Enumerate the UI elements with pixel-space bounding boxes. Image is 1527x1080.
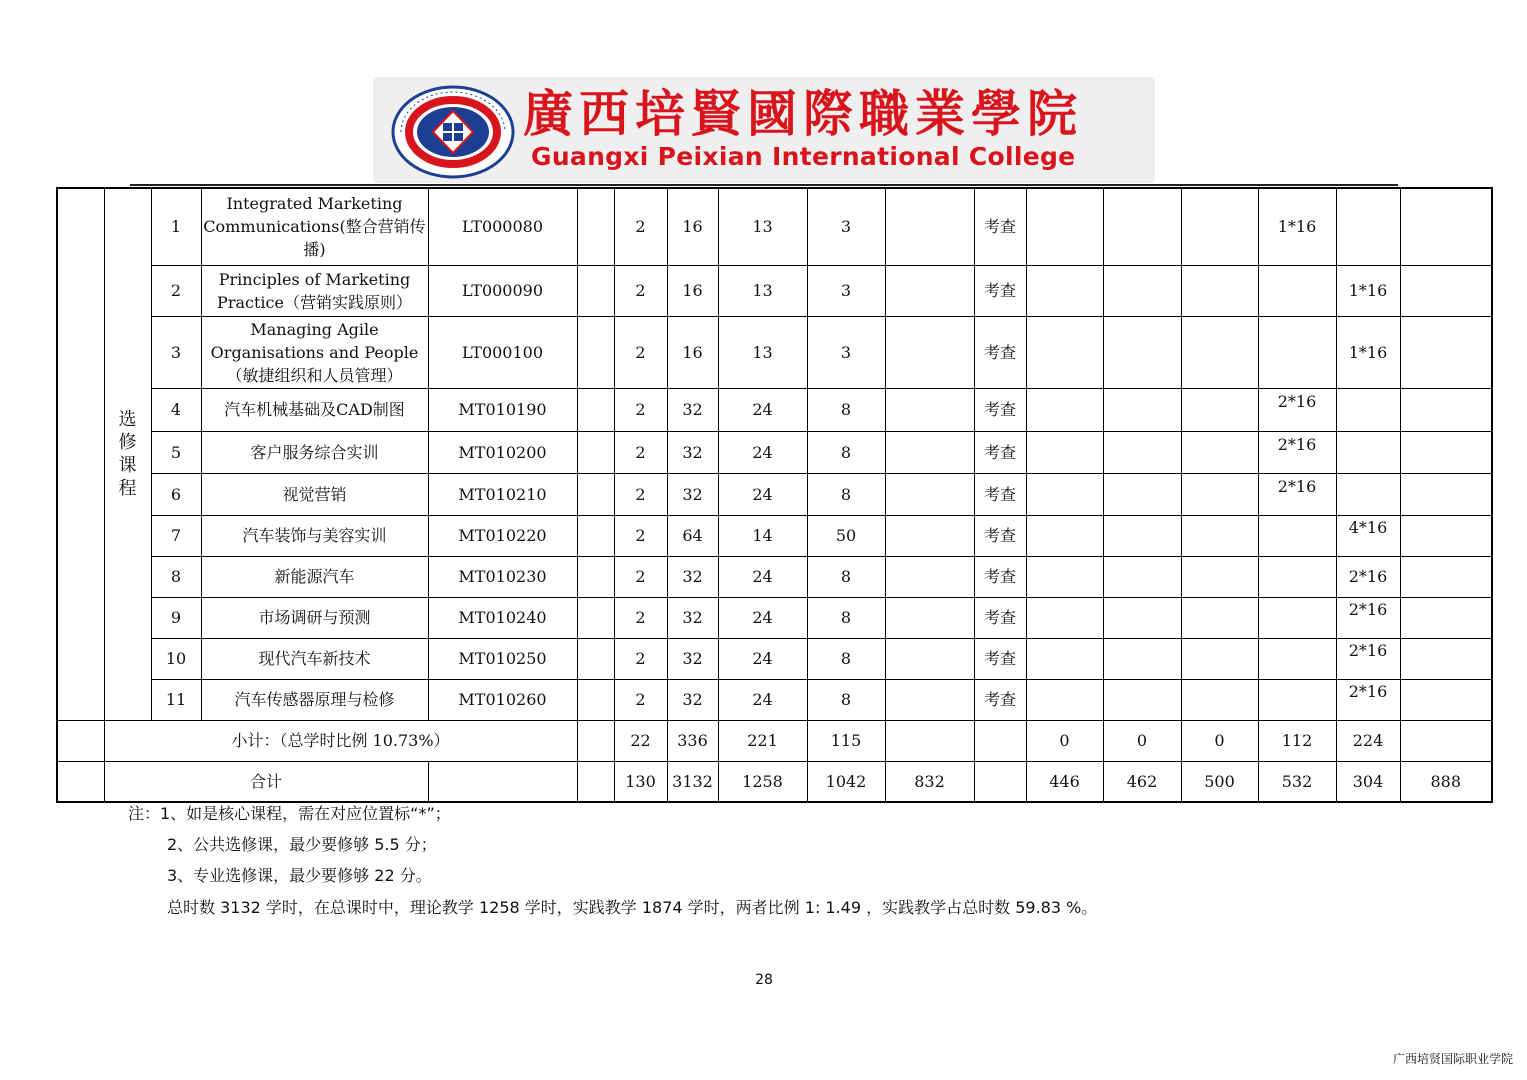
course-code: MT010230	[428, 556, 577, 597]
row-number: 2	[151, 265, 201, 316]
theory-hours: 24	[718, 556, 807, 597]
theory-hours: 1258	[718, 761, 807, 802]
semester-2	[1103, 638, 1181, 679]
practice-hours: 8	[807, 679, 885, 720]
semester-6	[1400, 431, 1492, 473]
blank-category-cell	[57, 188, 104, 720]
theory-hours: 13	[718, 188, 807, 265]
semester-1	[1026, 515, 1103, 556]
semester-2	[1103, 431, 1181, 473]
course-plan-table	[56, 187, 1493, 803]
empty-cell	[577, 515, 614, 556]
note-3: 3、专业选修课，最少要修够 22 分。	[167, 866, 432, 885]
semester-4	[1258, 638, 1336, 679]
credit: 2	[614, 188, 667, 265]
credit: 2	[614, 316, 667, 388]
header-divider	[130, 184, 1398, 186]
semester-6	[1400, 473, 1492, 515]
exam-type: 考查	[974, 431, 1026, 473]
exam-type: 考查	[974, 265, 1026, 316]
practice-hours: 115	[807, 720, 885, 761]
semester-5	[1336, 188, 1400, 265]
practice-hours: 3	[807, 188, 885, 265]
practice-hours: 1042	[807, 761, 885, 802]
semester-3	[1181, 188, 1258, 265]
credit: 22	[614, 720, 667, 761]
exam-type	[974, 761, 1026, 802]
practice-hours: 8	[807, 556, 885, 597]
semester-1	[1026, 556, 1103, 597]
total-hours: 336	[667, 720, 718, 761]
row-number: 9	[151, 597, 201, 638]
semester-5	[1336, 473, 1400, 515]
semester-1	[1026, 316, 1103, 388]
semester-2	[1103, 265, 1181, 316]
table-row	[57, 265, 1492, 316]
course-code: MT010220	[428, 515, 577, 556]
semester-4	[1258, 265, 1336, 316]
total-hours: 16	[667, 188, 718, 265]
row-number: 7	[151, 515, 201, 556]
practice-hours: 3	[807, 316, 885, 388]
row-number: 3	[151, 316, 201, 388]
row-number: 11	[151, 679, 201, 720]
exam-type: 考查	[974, 597, 1026, 638]
semester-4: 2*16	[1258, 473, 1336, 515]
semester-4	[1258, 679, 1336, 720]
college-seal-logo	[391, 85, 515, 179]
other-hours	[885, 316, 974, 388]
semester-1	[1026, 188, 1103, 265]
empty-cell	[577, 316, 614, 388]
total-hours: 3132	[667, 761, 718, 802]
total-hours: 32	[667, 556, 718, 597]
exam-type: 考查	[974, 188, 1026, 265]
semester-5: 2*16	[1336, 597, 1400, 638]
credit: 2	[614, 556, 667, 597]
semester-3: 500	[1181, 761, 1258, 802]
course-name: 汽车装饰与美容实训	[201, 515, 428, 556]
empty-cell	[577, 720, 614, 761]
credit: 2	[614, 473, 667, 515]
semester-6	[1400, 638, 1492, 679]
semester-3	[1181, 431, 1258, 473]
semester-3	[1181, 265, 1258, 316]
other-hours	[885, 473, 974, 515]
semester-5: 304	[1336, 761, 1400, 802]
empty-cell	[577, 638, 614, 679]
row-number: 1	[151, 188, 201, 265]
total-hours: 32	[667, 679, 718, 720]
table-row	[57, 431, 1492, 473]
semester-6	[1400, 188, 1492, 265]
subtotal-row	[57, 720, 1492, 761]
theory-hours: 24	[718, 638, 807, 679]
semester-6	[1400, 388, 1492, 431]
credit: 2	[614, 515, 667, 556]
practice-hours: 8	[807, 473, 885, 515]
semester-5: 2*16	[1336, 679, 1400, 720]
college-banner	[373, 77, 1155, 183]
semester-3	[1181, 473, 1258, 515]
course-name: 现代汽车新技术	[201, 638, 428, 679]
semester-4: 2*16	[1258, 388, 1336, 431]
empty-cell	[577, 388, 614, 431]
empty-cell	[577, 473, 614, 515]
semester-1	[1026, 597, 1103, 638]
table-row	[57, 556, 1492, 597]
table-row	[57, 597, 1492, 638]
practice-hours: 8	[807, 638, 885, 679]
college-name-en: Guangxi Peixian International College	[531, 142, 1076, 171]
semester-3	[1181, 679, 1258, 720]
exam-type: 考查	[974, 638, 1026, 679]
empty-cell	[577, 597, 614, 638]
empty-cell	[577, 188, 614, 265]
semester-3	[1181, 515, 1258, 556]
course-name: 汽车机械基础及CAD制图	[201, 388, 428, 431]
semester-4: 1*16	[1258, 188, 1336, 265]
note-2: 2、公共选修课，最少要修够 5.5 分；	[167, 835, 437, 854]
total-hours: 32	[667, 473, 718, 515]
course-name: 客户服务综合实训	[201, 431, 428, 473]
semester-6	[1400, 515, 1492, 556]
course-code: MT010210	[428, 473, 577, 515]
semester-2	[1103, 188, 1181, 265]
exam-type: 考查	[974, 679, 1026, 720]
blank-category-cell	[57, 720, 104, 761]
other-hours	[885, 597, 974, 638]
semester-6	[1400, 556, 1492, 597]
semester-2	[1103, 515, 1181, 556]
semester-4	[1258, 316, 1336, 388]
credit: 2	[614, 679, 667, 720]
semester-4: 2*16	[1258, 431, 1336, 473]
semester-5: 2*16	[1336, 556, 1400, 597]
practice-hours: 8	[807, 388, 885, 431]
other-hours	[885, 720, 974, 761]
empty-cell	[577, 679, 614, 720]
blank-category-cell	[57, 761, 104, 802]
other-hours	[885, 556, 974, 597]
row-number: 4	[151, 388, 201, 431]
theory-hours: 24	[718, 679, 807, 720]
course-code: MT010250	[428, 638, 577, 679]
course-code: MT010260	[428, 679, 577, 720]
empty-cell	[428, 761, 577, 802]
exam-type: 考查	[974, 388, 1026, 431]
semester-3	[1181, 638, 1258, 679]
semester-5	[1336, 431, 1400, 473]
empty-cell	[577, 265, 614, 316]
theory-hours: 221	[718, 720, 807, 761]
footer-institution: 广西培贤国际职业学院	[1392, 1052, 1513, 1066]
semester-2	[1103, 679, 1181, 720]
exam-type: 考查	[974, 316, 1026, 388]
semester-4	[1258, 515, 1336, 556]
course-name: 视觉营销	[201, 473, 428, 515]
theory-hours: 13	[718, 316, 807, 388]
total-hours: 32	[667, 638, 718, 679]
semester-5: 224	[1336, 720, 1400, 761]
grand-total-row	[57, 761, 1492, 802]
college-name-cn: 廣西培賢國際職業學院	[523, 84, 1083, 143]
other-hours	[885, 515, 974, 556]
exam-type: 考查	[974, 473, 1026, 515]
other-hours: 832	[885, 761, 974, 802]
course-name: 汽车传感器原理与检修	[201, 679, 428, 720]
other-hours	[885, 431, 974, 473]
theory-hours: 24	[718, 473, 807, 515]
semester-2	[1103, 473, 1181, 515]
course-code: MT010240	[428, 597, 577, 638]
practice-hours: 3	[807, 265, 885, 316]
semester-6	[1400, 720, 1492, 761]
credit: 2	[614, 431, 667, 473]
practice-hours: 8	[807, 431, 885, 473]
semester-3	[1181, 316, 1258, 388]
total-hours: 32	[667, 597, 718, 638]
course-code: LT000090	[428, 265, 577, 316]
course-name: Integrated Marketing Communications(整合营销传播)	[201, 188, 428, 265]
empty-cell	[577, 761, 614, 802]
row-number: 6	[151, 473, 201, 515]
theory-hours: 24	[718, 597, 807, 638]
course-name: Managing Agile Organisations and People（敏捷组织和人员管理）	[201, 316, 428, 388]
table-row	[57, 679, 1492, 720]
semester-1	[1026, 431, 1103, 473]
semester-2	[1103, 597, 1181, 638]
table-row	[57, 388, 1492, 431]
semester-1	[1026, 638, 1103, 679]
total-hours: 16	[667, 316, 718, 388]
row-number: 5	[151, 431, 201, 473]
semester-6: 888	[1400, 761, 1492, 802]
table-row	[57, 188, 1492, 265]
other-hours	[885, 188, 974, 265]
subtotal-label: 小计：（总学时比例 10.73%）	[104, 720, 577, 761]
semester-5: 1*16	[1336, 265, 1400, 316]
course-code: LT000080	[428, 188, 577, 265]
semester-2: 0	[1103, 720, 1181, 761]
semester-2	[1103, 316, 1181, 388]
semester-2: 462	[1103, 761, 1181, 802]
empty-cell	[577, 431, 614, 473]
total-hours: 16	[667, 265, 718, 316]
credit: 2	[614, 388, 667, 431]
empty-cell	[577, 556, 614, 597]
course-name: 市场调研与预测	[201, 597, 428, 638]
other-hours	[885, 679, 974, 720]
exam-type	[974, 720, 1026, 761]
page-number: 28	[755, 972, 773, 988]
semester-4	[1258, 556, 1336, 597]
semester-5: 2*16	[1336, 638, 1400, 679]
semester-4: 532	[1258, 761, 1336, 802]
other-hours	[885, 265, 974, 316]
table-row	[57, 473, 1492, 515]
semester-4	[1258, 597, 1336, 638]
theory-hours: 14	[718, 515, 807, 556]
semester-1	[1026, 679, 1103, 720]
note-1: 注：1、如是核心课程，需在对应位置标“*”；	[128, 804, 451, 823]
semester-3: 0	[1181, 720, 1258, 761]
semester-3	[1181, 388, 1258, 431]
course-name: 新能源汽车	[201, 556, 428, 597]
semester-6	[1400, 316, 1492, 388]
semester-2	[1103, 556, 1181, 597]
semester-6	[1400, 679, 1492, 720]
course-code: MT010200	[428, 431, 577, 473]
credit: 130	[614, 761, 667, 802]
semester-5	[1336, 388, 1400, 431]
total-hours: 32	[667, 431, 718, 473]
practice-hours: 50	[807, 515, 885, 556]
semester-1	[1026, 473, 1103, 515]
exam-type: 考查	[974, 515, 1026, 556]
semester-3	[1181, 597, 1258, 638]
total-hours: 64	[667, 515, 718, 556]
theory-hours: 24	[718, 388, 807, 431]
theory-hours: 13	[718, 265, 807, 316]
practice-hours: 8	[807, 597, 885, 638]
theory-hours: 24	[718, 431, 807, 473]
note-summary: 总时数 3132 学时，在总课时中，理论教学 1258 学时，实践教学 1874 学时，两者比例 1: 1.49 ，实践教学占总时数 59.83 %。	[167, 898, 1098, 917]
other-hours	[885, 388, 974, 431]
table-row	[57, 638, 1492, 679]
row-number: 10	[151, 638, 201, 679]
credit: 2	[614, 265, 667, 316]
course-name: Principles of Marketing Practice（营销实践原则）	[201, 265, 428, 316]
credit: 2	[614, 638, 667, 679]
semester-1: 446	[1026, 761, 1103, 802]
total-hours: 32	[667, 388, 718, 431]
elective-group-label: 选 修 课 程	[104, 188, 151, 720]
semester-4: 112	[1258, 720, 1336, 761]
grand-total-label: 合计	[104, 761, 428, 802]
semester-5: 1*16	[1336, 316, 1400, 388]
semester-3	[1181, 556, 1258, 597]
semester-2	[1103, 388, 1181, 431]
semester-1	[1026, 265, 1103, 316]
row-number: 8	[151, 556, 201, 597]
semester-6	[1400, 265, 1492, 316]
course-code: MT010190	[428, 388, 577, 431]
exam-type: 考查	[974, 556, 1026, 597]
semester-1: 0	[1026, 720, 1103, 761]
semester-5: 4*16	[1336, 515, 1400, 556]
course-code: LT000100	[428, 316, 577, 388]
table-row	[57, 515, 1492, 556]
semester-1	[1026, 388, 1103, 431]
semester-6	[1400, 597, 1492, 638]
table-row	[57, 316, 1492, 388]
other-hours	[885, 638, 974, 679]
credit: 2	[614, 597, 667, 638]
